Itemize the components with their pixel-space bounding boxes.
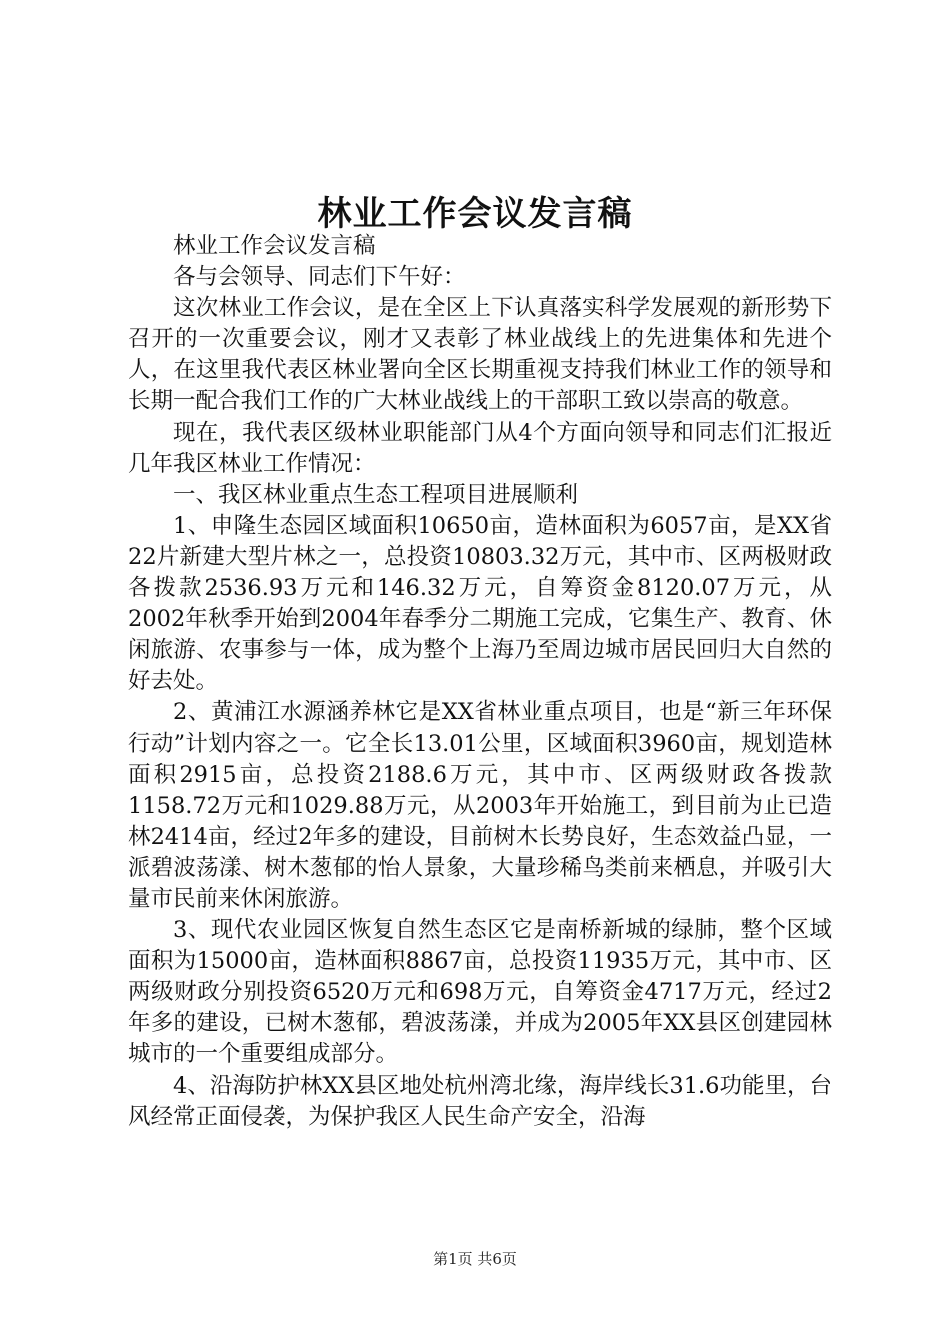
document-body: [128, 231, 832, 1133]
paragraph-item-1: 1、申隆生态园区域面积10650亩，造林面积为6057亩，是XX省22片新建大型片林之一，总投资10803.32万元，其中市、区两极财政各拨款2536.93万元和146.32万元，自筹资金8120.07万元，从2002年秋季开始到2004年春季分二期施工完成，它集生产、教育、休闲旅游、农事参与一体，成为整个上海乃至周边城市居民回归大自然的好去处。: [128, 512, 832, 695]
paragraph-intro: 这次林业工作会议，是在全区上下认真落实科学发展观的新形势下召开的一次重要会议，刚才又表彰了林业战线上的先进集体和先进个人，在这里我代表区林业署向全区长期重视支持我们林业工作的领导和长期一配合我们工作的广大林业战线上的干部职工致以崇高的敬意。: [128, 295, 832, 415]
paragraph-item-4: 4、沿海防护林XX县区地处杭州湾北缘，海岸线长31.6功能里，台风经常正面侵袭，为保护我区人民生命产安全，沿海: [128, 1072, 832, 1130]
paragraph-item-2: 2、黄浦江水源涵养林它是XX省林业重点项目，也是“新三年环保行动”计划内容之一。它全长13.01公里，区域面积3960亩，规划造林面积2915亩，总投资2188.6万元，其中市、区两级财政各拨款1158.72万元和1029.88万元，从2003年开始施工，到目前为止已造林2414亩，经过2年多的建设，目前树木长势良好，生态效益凸显，一派碧波荡漾、树木葱郁的怡人景象，大量珍稀鸟类前来栖息，并吸引大量市民前来休闲旅游。: [128, 699, 832, 912]
document-title: 林业工作会议发言稿: [317, 194, 633, 234]
paragraph-item-3: 3、现代农业园区恢复自然生态区它是南桥新城的绿肺，整个区域面积为15000亩，造林面积8867亩，总投资11935万元，其中市、区两级财政分别投资6520万元和698万元，自筹资金4717万元，经过2年多的建设，已树木葱郁，碧波荡漾，并成为2005年XX县区创建园林城市的一个重要组成部分。: [128, 917, 832, 1068]
page-footer: 第1页 共6页: [433, 1250, 517, 1268]
paragraph-heading-repeat: 林业工作会议发言稿: [173, 233, 376, 259]
paragraph-greeting: 各与会领导、同志们下午好：: [173, 264, 466, 291]
paragraph-section-heading: 一、我区林业重点生态工程项目进展顺利: [173, 481, 579, 508]
paragraph-report-overview: 现在，我代表区级林业职能部门从4个方面向领导和同志们汇报近几年我区林业工作情况：: [128, 419, 832, 477]
